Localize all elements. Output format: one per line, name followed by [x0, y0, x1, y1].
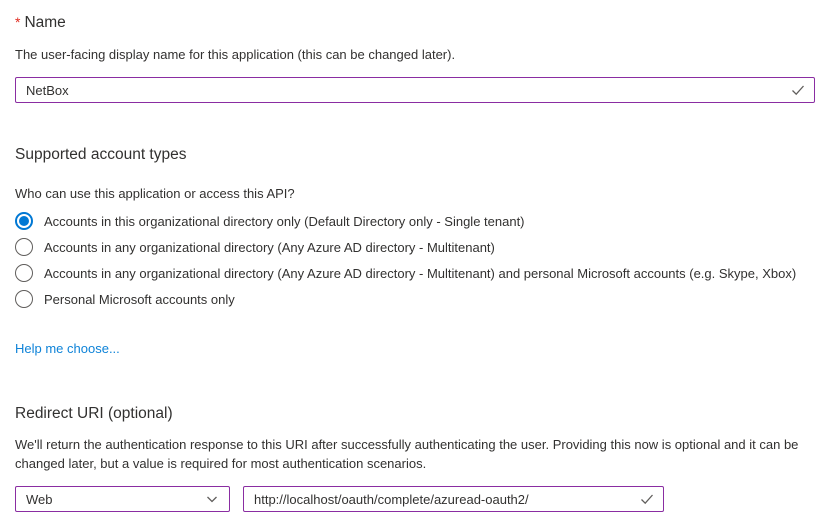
redirect-uri-title: Redirect URI (optional)	[15, 405, 173, 422]
platform-select-value: Web	[26, 491, 53, 507]
radio-option-label: Accounts in this organizational directory only (Default Directory only - Single tenant)	[44, 213, 525, 229]
chevron-down-icon	[205, 492, 219, 506]
radio-button[interactable]	[15, 290, 33, 308]
redirect-uri-input[interactable]	[244, 487, 663, 511]
radio-option-multitenant[interactable]	[15, 238, 815, 256]
account-types-question: Who can use this application or access this API?	[15, 186, 295, 201]
radio-button[interactable]	[15, 238, 33, 256]
radio-option-label: Accounts in any organizational directory (Any Azure AD directory - Multitenant)	[44, 239, 495, 255]
redirect-uri-input-wrapper	[243, 486, 664, 512]
radio-button[interactable]	[15, 264, 33, 282]
radio-option-label: Personal Microsoft accounts only	[44, 291, 235, 307]
name-input[interactable]	[16, 78, 814, 102]
platform-select[interactable]	[15, 486, 230, 512]
help-me-choose-link[interactable]: Help me choose...	[15, 341, 120, 356]
name-section-title	[15, 12, 815, 33]
account-types-radio-group	[15, 212, 815, 308]
name-input-wrapper	[15, 77, 815, 103]
name-label: Name	[24, 14, 66, 31]
radio-option-label: Accounts in any organizational directory (Any Azure AD directory - Multitenant) and personal Microsoft accounts (e.g. Skype, Xbox)	[44, 265, 797, 281]
radio-option-multitenant-personal[interactable]	[15, 264, 815, 282]
required-asterisk: *	[15, 14, 21, 30]
redirect-uri-description: We'll return the authentication response to this URI after successfully authenticating the user. Providing this now is optional and it can be changed later, but a value is required for most authentication scenarios.	[15, 437, 799, 471]
radio-option-single-tenant[interactable]	[15, 212, 815, 230]
radio-button[interactable]	[15, 212, 33, 230]
radio-option-personal-only[interactable]	[15, 290, 815, 308]
account-types-title: Supported account types	[15, 146, 187, 163]
redirect-uri-row	[15, 486, 815, 512]
name-description: The user-facing display name for this application (this can be changed later).	[15, 47, 456, 62]
app-registration-form	[15, 0, 815, 512]
